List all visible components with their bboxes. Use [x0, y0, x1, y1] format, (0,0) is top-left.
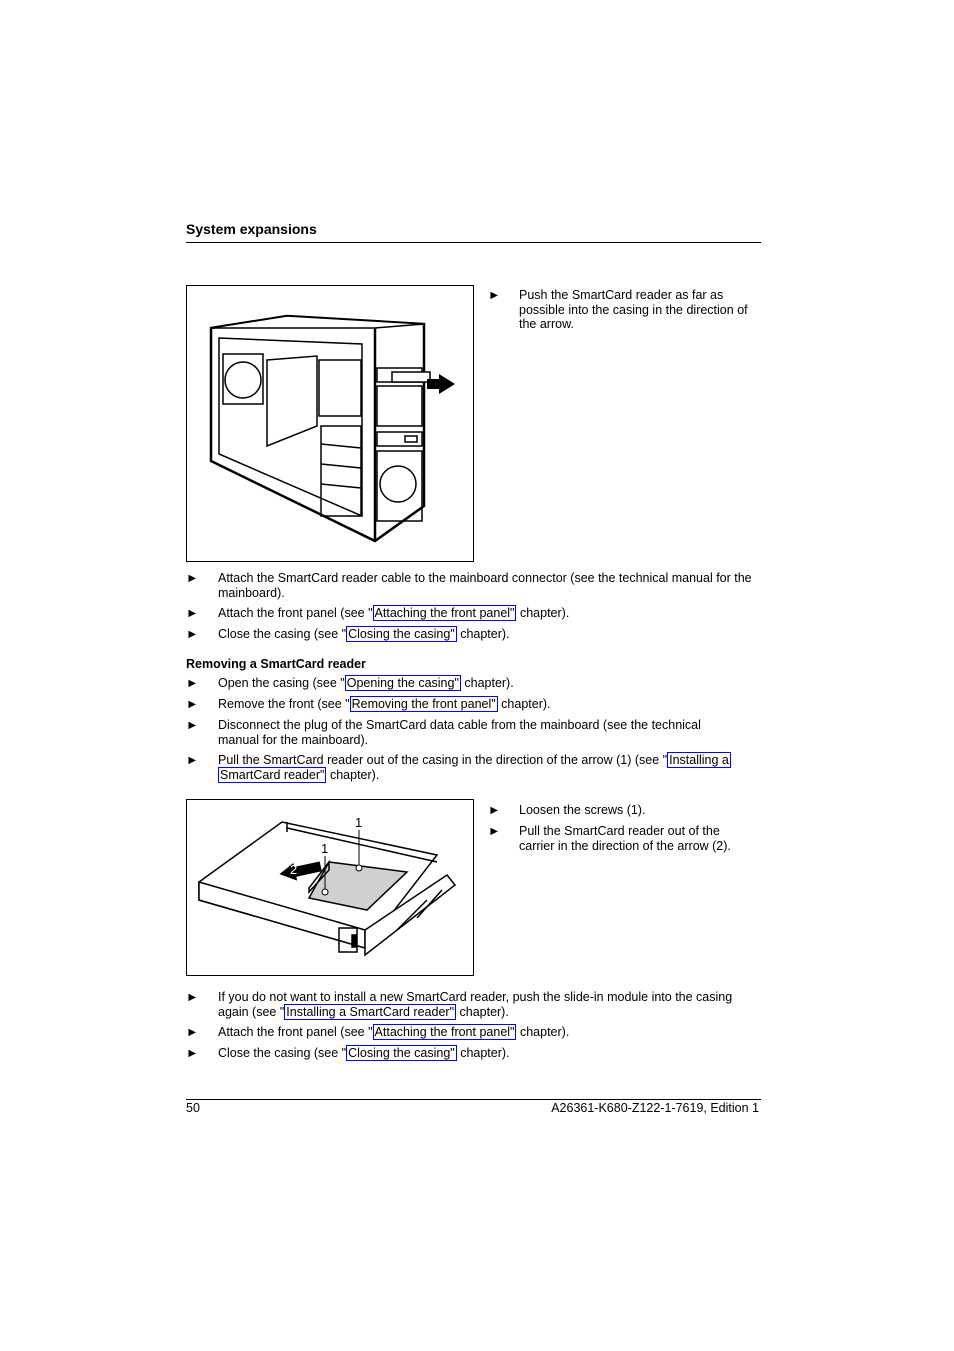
figure-casing-insert	[186, 285, 474, 562]
section-heading: Removing a SmartCard reader	[186, 657, 366, 671]
page-header-title: System expansions	[186, 221, 317, 237]
bullet-icon: ►	[186, 606, 199, 620]
bullet-icon: ►	[186, 697, 199, 711]
link-installing-smartcard-reader[interactable]: Installing a	[669, 753, 729, 767]
step-text: Close the casing (see "	[218, 627, 347, 641]
link-closing-casing[interactable]: Closing the casing"	[348, 627, 455, 641]
link-installing-smartcard-reader-cont[interactable]: SmartCard reader"	[220, 767, 325, 782]
step-text: If you do not want to install a new SmartCard reader, push the slide-in module into the casing again (see "	[218, 990, 733, 1019]
step-text: Attach the front panel (see "	[218, 1025, 373, 1039]
carrier-illustration	[187, 800, 473, 975]
arrow-label: 2	[290, 862, 298, 877]
link-attaching-front-panel[interactable]: Attaching the front panel"	[374, 1025, 515, 1039]
link-opening-casing[interactable]: Opening the casing"	[346, 676, 459, 690]
bullet-icon: ►	[488, 824, 501, 838]
step-text-end: chapter).	[456, 1004, 509, 1019]
step-text-end: chapter).	[456, 1046, 510, 1060]
step-text: Remove the front (see "	[218, 697, 350, 711]
step-text: Push the SmartCard reader as far as possible into the casing in the direction of the arrow.	[519, 288, 748, 331]
step-text-end: chapter).	[516, 1025, 570, 1039]
step-text: Attach the front panel (see "	[218, 606, 373, 620]
page-number: 50	[186, 1101, 200, 1115]
screw-label-bottom: 1	[321, 841, 329, 856]
step-text-end: chapter).	[326, 767, 380, 782]
step-text-end: chapter).	[460, 676, 514, 690]
bullet-icon: ►	[186, 1046, 199, 1060]
bullet-icon: ►	[186, 571, 199, 585]
bullet-icon: ►	[186, 753, 199, 767]
step-text-end: chapter).	[516, 606, 570, 620]
link-removing-front-panel[interactable]: Removing the front panel"	[351, 697, 496, 711]
bullet-icon: ►	[186, 627, 199, 641]
link-attaching-front-panel[interactable]: Attaching the front panel"	[374, 606, 515, 620]
header-rule	[186, 242, 761, 243]
step-text: Disconnect the plug of the SmartCard data cable from the mainboard (see the technical manual for the mainboard).	[218, 718, 701, 747]
document-id: A26361-K680-Z122-1-7619, Edition 1	[551, 1101, 759, 1115]
footer-rule	[186, 1099, 761, 1100]
step-text: Loosen the screws (1).	[519, 803, 646, 817]
bullet-icon: ►	[186, 676, 199, 690]
step-text: Attach the SmartCard reader cable to the mainboard connector (see the technical manual for the mainboard).	[218, 571, 752, 600]
bullet-icon: ►	[488, 803, 501, 817]
step-text: Pull the SmartCard reader out of the casing in the direction of the arrow (1) (see "	[218, 753, 668, 767]
step-text-end: chapter).	[497, 697, 551, 711]
figure-carrier	[186, 799, 474, 976]
casing-illustration	[187, 286, 473, 561]
step-text-end: chapter).	[456, 627, 510, 641]
step-text: Pull the SmartCard reader out of the carrier in the direction of the arrow (2).	[519, 824, 731, 853]
bullet-icon: ►	[488, 288, 501, 302]
bullet-icon: ►	[186, 990, 199, 1004]
link-closing-casing[interactable]: Closing the casing"	[348, 1046, 455, 1060]
bullet-icon: ►	[186, 718, 199, 732]
screw-label-top: 1	[355, 815, 363, 830]
link-installing-smartcard-reader[interactable]: Installing a SmartCard reader"	[286, 1004, 455, 1019]
bullet-icon: ►	[186, 1025, 199, 1039]
step-text: Close the casing (see "	[218, 1046, 347, 1060]
step-text: Open the casing (see "	[218, 676, 345, 690]
